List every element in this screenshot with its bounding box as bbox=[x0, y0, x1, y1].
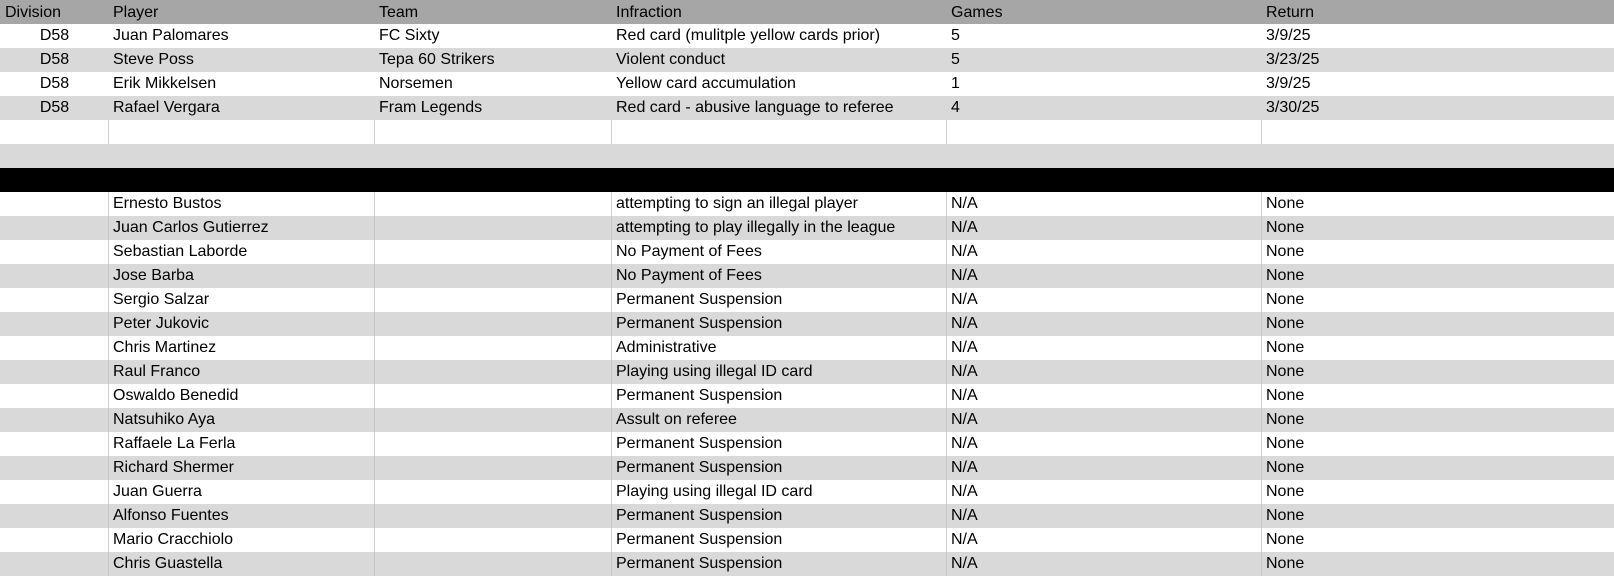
division-cell[interactable] bbox=[0, 312, 108, 336]
games-cell[interactable]: N/A bbox=[946, 456, 1261, 480]
header-return[interactable]: Return bbox=[1266, 4, 1315, 21]
infraction-cell[interactable]: Permanent Suspension bbox=[611, 528, 946, 552]
player-cell[interactable]: Alfonso Fuentes bbox=[108, 504, 374, 528]
division-cell[interactable]: D58 bbox=[39, 27, 70, 44]
games-cell[interactable]: N/A bbox=[946, 192, 1261, 216]
return-cell[interactable]: None bbox=[1261, 288, 1614, 312]
empty-cell[interactable] bbox=[1261, 120, 1614, 144]
infraction-cell[interactable]: Permanent Suspension bbox=[611, 552, 946, 576]
infraction-cell[interactable]: Permanent Suspension bbox=[611, 312, 946, 336]
division-cell[interactable]: D58 bbox=[39, 51, 70, 68]
header-player[interactable]: Player bbox=[113, 4, 159, 21]
player-cell[interactable]: Raul Franco bbox=[108, 360, 374, 384]
empty-cell[interactable] bbox=[0, 120, 108, 144]
return-cell[interactable]: 3/30/25 bbox=[1266, 99, 1320, 116]
header-division[interactable]: Division bbox=[5, 4, 62, 21]
table-row bbox=[0, 456, 1614, 480]
table-row bbox=[0, 360, 1614, 384]
infraction-cell[interactable]: attempting to play illegally in the league bbox=[611, 216, 946, 240]
games-cell[interactable]: N/A bbox=[946, 552, 1261, 576]
empty-cell[interactable] bbox=[611, 120, 946, 144]
team-cell[interactable] bbox=[374, 528, 611, 552]
infraction-cell[interactable]: Permanent Suspension bbox=[611, 384, 946, 408]
games-cell[interactable]: N/A bbox=[946, 480, 1261, 504]
table-row bbox=[0, 408, 1614, 432]
team-cell[interactable] bbox=[374, 552, 611, 576]
infraction-cell[interactable]: Violent conduct bbox=[616, 51, 726, 68]
team-cell[interactable] bbox=[374, 384, 611, 408]
player-cell[interactable]: Sergio Salzar bbox=[108, 288, 374, 312]
return-cell[interactable]: 3/23/25 bbox=[1266, 51, 1320, 68]
table-row bbox=[0, 336, 1614, 360]
division-cell[interactable] bbox=[0, 360, 108, 384]
table-row bbox=[0, 96, 1614, 120]
player-cell[interactable]: Mario Cracchiolo bbox=[108, 528, 374, 552]
return-cell[interactable]: None bbox=[1261, 504, 1614, 528]
player-cell[interactable]: Chris Martinez bbox=[108, 336, 374, 360]
games-cell[interactable]: N/A bbox=[946, 216, 1261, 240]
table-row bbox=[0, 240, 1614, 264]
infraction-cell[interactable]: Permanent Suspension bbox=[611, 288, 946, 312]
header-team[interactable]: Team bbox=[379, 4, 419, 21]
header-infraction[interactable]: Infraction bbox=[616, 4, 682, 21]
table-row bbox=[0, 24, 1614, 48]
team-cell[interactable] bbox=[374, 240, 611, 264]
games-cell[interactable]: N/A bbox=[946, 528, 1261, 552]
table-row bbox=[0, 192, 1614, 216]
empty-cell[interactable] bbox=[374, 120, 611, 144]
games-cell[interactable]: N/A bbox=[946, 408, 1261, 432]
table-row bbox=[0, 552, 1614, 576]
table-row bbox=[0, 480, 1614, 504]
division-cell[interactable] bbox=[0, 264, 108, 288]
section-divider-bar bbox=[0, 168, 1614, 192]
return-cell[interactable]: None bbox=[1261, 528, 1614, 552]
infraction-cell[interactable]: Yellow card accumulation bbox=[616, 75, 796, 92]
team-cell[interactable] bbox=[374, 336, 611, 360]
banned-list bbox=[0, 192, 1614, 576]
player-cell[interactable]: Erik Mikkelsen bbox=[113, 75, 217, 92]
return-cell[interactable]: None bbox=[1261, 456, 1614, 480]
games-cell[interactable]: N/A bbox=[946, 360, 1261, 384]
team-cell[interactable]: Fram Legends bbox=[379, 99, 483, 116]
return-cell[interactable]: None bbox=[1261, 264, 1614, 288]
division-cell[interactable] bbox=[0, 528, 108, 552]
player-cell[interactable]: Juan Palomares bbox=[113, 27, 229, 44]
return-cell[interactable]: None bbox=[1261, 240, 1614, 264]
team-cell[interactable] bbox=[374, 288, 611, 312]
return-cell[interactable]: 3/9/25 bbox=[1266, 27, 1311, 44]
team-cell[interactable] bbox=[374, 360, 611, 384]
player-cell[interactable]: Chris Guastella bbox=[108, 552, 374, 576]
team-cell[interactable] bbox=[374, 312, 611, 336]
player-cell[interactable]: Richard Shermer bbox=[108, 456, 374, 480]
division-cell[interactable] bbox=[0, 240, 108, 264]
games-cell[interactable]: 1 bbox=[951, 75, 960, 92]
division-cell[interactable] bbox=[0, 384, 108, 408]
return-cell[interactable]: None bbox=[1261, 192, 1614, 216]
games-cell[interactable]: N/A bbox=[946, 432, 1261, 456]
games-cell[interactable]: N/A bbox=[946, 504, 1261, 528]
player-cell[interactable]: Ernesto Bustos bbox=[108, 192, 374, 216]
table-row bbox=[0, 504, 1614, 528]
return-cell[interactable]: None bbox=[1261, 384, 1614, 408]
infraction-cell[interactable]: Playing using illegal ID card bbox=[611, 360, 946, 384]
games-cell[interactable]: 4 bbox=[951, 99, 960, 116]
infraction-cell[interactable]: Permanent Suspension bbox=[611, 432, 946, 456]
games-cell[interactable]: N/A bbox=[946, 384, 1261, 408]
division-cell[interactable] bbox=[0, 408, 108, 432]
return-cell[interactable]: None bbox=[1261, 312, 1614, 336]
games-cell[interactable]: N/A bbox=[946, 312, 1261, 336]
team-cell[interactable] bbox=[374, 216, 611, 240]
empty-row bbox=[0, 120, 1614, 144]
infraction-cell[interactable]: Administrative bbox=[611, 336, 946, 360]
return-cell[interactable]: None bbox=[1261, 408, 1614, 432]
empty-cell[interactable] bbox=[946, 120, 1261, 144]
return-cell[interactable]: 3/9/25 bbox=[1266, 75, 1311, 92]
player-cell[interactable]: Juan Guerra bbox=[108, 480, 374, 504]
games-cell[interactable]: N/A bbox=[946, 240, 1261, 264]
empty-cell[interactable] bbox=[108, 120, 374, 144]
table-row bbox=[0, 216, 1614, 240]
player-cell[interactable]: Juan Carlos Gutierrez bbox=[108, 216, 374, 240]
infraction-cell[interactable]: attempting to sign an illegal player bbox=[611, 192, 946, 216]
table-row bbox=[0, 264, 1614, 288]
table-row bbox=[0, 384, 1614, 408]
games-cell[interactable]: N/A bbox=[946, 336, 1261, 360]
player-cell[interactable]: Oswaldo Benedid bbox=[108, 384, 374, 408]
table-row bbox=[0, 312, 1614, 336]
player-cell[interactable]: Natsuhiko Aya bbox=[108, 408, 374, 432]
table-row bbox=[0, 432, 1614, 456]
return-cell[interactable]: None bbox=[1261, 216, 1614, 240]
division-cell[interactable] bbox=[0, 432, 108, 456]
division-cell[interactable] bbox=[0, 192, 108, 216]
player-cell[interactable]: Raffaele La Ferla bbox=[108, 432, 374, 456]
division-cell[interactable] bbox=[0, 552, 108, 576]
infraction-cell[interactable]: Permanent Suspension bbox=[611, 504, 946, 528]
division-cell[interactable] bbox=[0, 456, 108, 480]
infraction-cell[interactable]: No Payment of Fees bbox=[611, 240, 946, 264]
division-cell[interactable]: D58 bbox=[39, 75, 70, 92]
return-cell[interactable]: None bbox=[1261, 360, 1614, 384]
team-cell[interactable] bbox=[374, 456, 611, 480]
infraction-cell[interactable]: Red card - abusive language to referee bbox=[616, 99, 894, 116]
team-cell[interactable]: Norsemen bbox=[379, 75, 453, 92]
team-cell[interactable] bbox=[374, 480, 611, 504]
infraction-cell[interactable]: No Payment of Fees bbox=[611, 264, 946, 288]
infraction-cell[interactable]: Assult on referee bbox=[611, 408, 946, 432]
player-cell[interactable]: Steve Poss bbox=[113, 51, 194, 68]
games-cell[interactable]: N/A bbox=[946, 288, 1261, 312]
table-row bbox=[0, 72, 1614, 96]
division-cell[interactable] bbox=[0, 216, 108, 240]
division-cell[interactable] bbox=[0, 480, 108, 504]
team-cell[interactable] bbox=[374, 408, 611, 432]
return-cell[interactable]: None bbox=[1261, 336, 1614, 360]
player-cell[interactable]: Sebastian Laborde bbox=[108, 240, 374, 264]
division-cell[interactable] bbox=[0, 336, 108, 360]
player-cell[interactable]: Jose Barba bbox=[108, 264, 374, 288]
team-cell[interactable] bbox=[374, 264, 611, 288]
team-cell[interactable] bbox=[374, 504, 611, 528]
table-row bbox=[0, 48, 1614, 72]
team-cell[interactable] bbox=[374, 432, 611, 456]
games-cell[interactable]: 5 bbox=[951, 27, 960, 44]
table-row bbox=[0, 288, 1614, 312]
team-cell[interactable] bbox=[374, 192, 611, 216]
return-cell[interactable]: None bbox=[1261, 552, 1614, 576]
division-cell[interactable] bbox=[0, 504, 108, 528]
games-cell[interactable]: N/A bbox=[946, 264, 1261, 288]
header-row bbox=[0, 0, 1614, 24]
return-cell[interactable]: None bbox=[1261, 432, 1614, 456]
header-games[interactable]: Games bbox=[951, 4, 1003, 21]
infraction-cell[interactable]: Permanent Suspension bbox=[611, 456, 946, 480]
division-cell[interactable] bbox=[0, 288, 108, 312]
player-cell[interactable]: Rafael Vergara bbox=[113, 99, 220, 116]
return-cell[interactable]: None bbox=[1261, 480, 1614, 504]
team-cell[interactable]: FC Sixty bbox=[379, 27, 440, 44]
infraction-cell[interactable]: Red card (mulitple yellow cards prior) bbox=[616, 27, 881, 44]
empty-shaded-row bbox=[0, 144, 1614, 168]
division-cell[interactable]: D58 bbox=[39, 99, 70, 116]
table-row bbox=[0, 528, 1614, 552]
infraction-cell[interactable]: Playing using illegal ID card bbox=[611, 480, 946, 504]
games-cell[interactable]: 5 bbox=[951, 51, 960, 68]
team-cell[interactable]: Tepa 60 Strikers bbox=[379, 51, 495, 68]
player-cell[interactable]: Peter Jukovic bbox=[108, 312, 374, 336]
